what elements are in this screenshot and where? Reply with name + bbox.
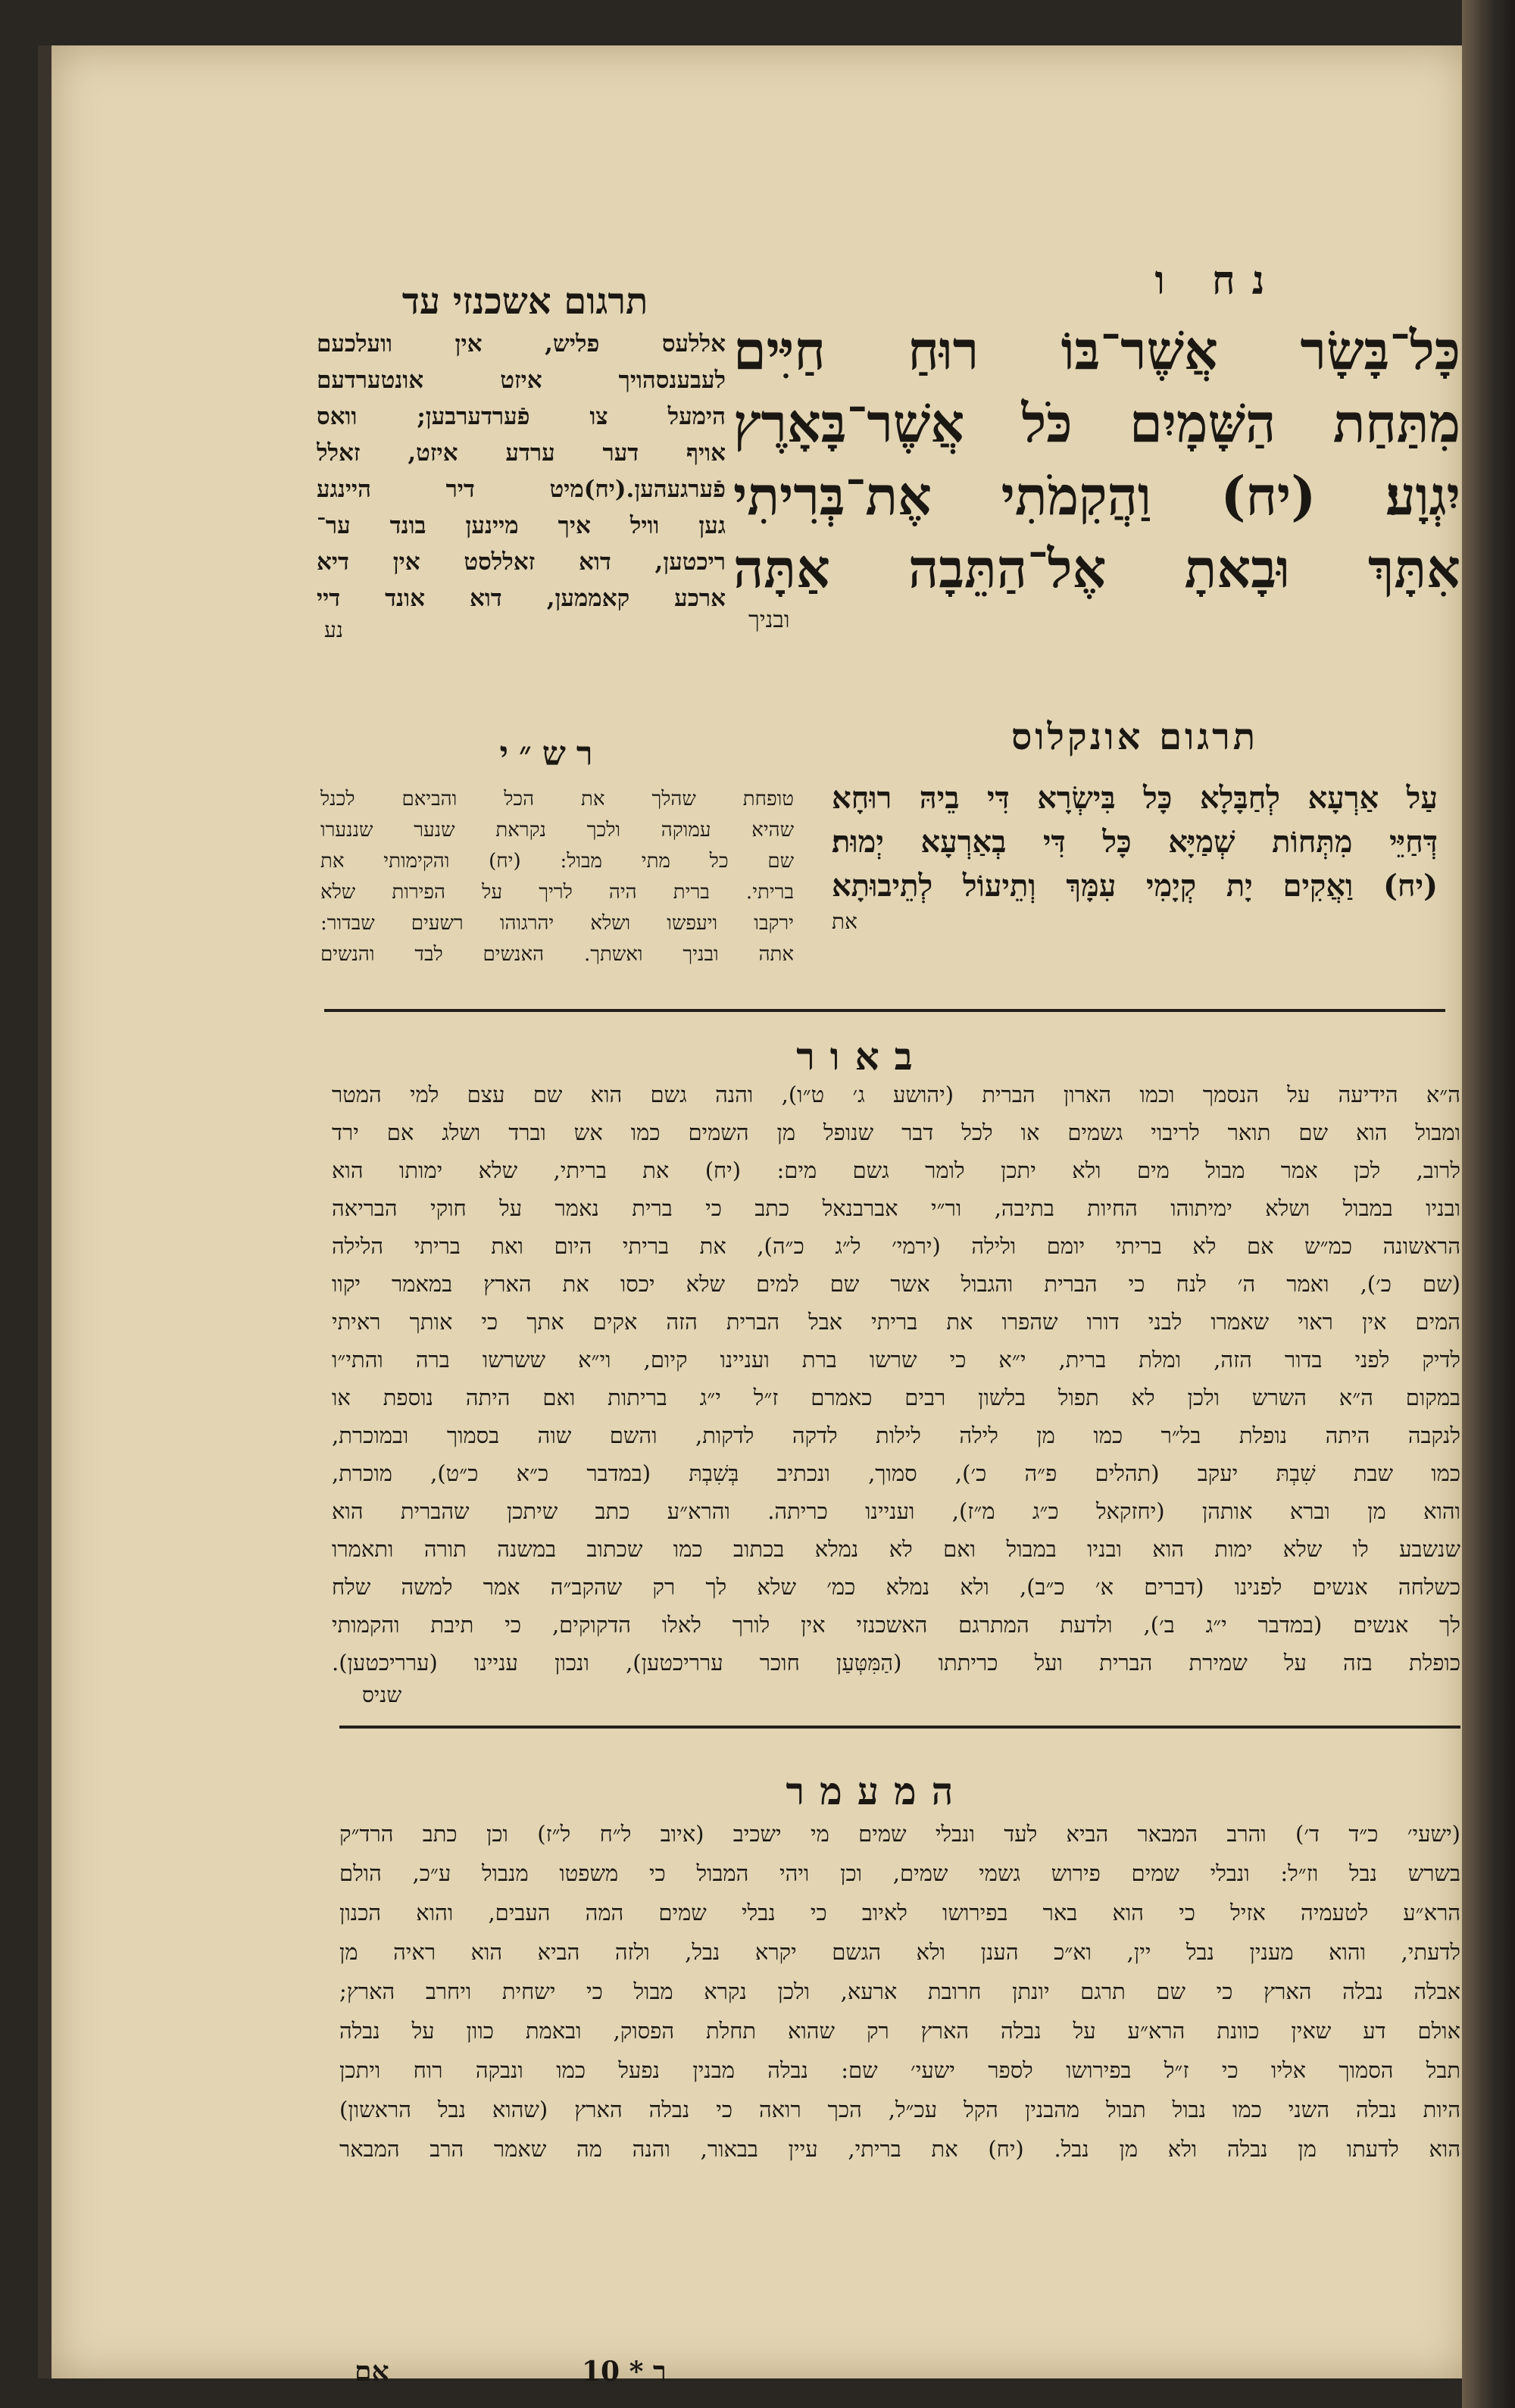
targum-ashkenazi-line: אויף דער ערדע איזט, זאלל [317, 439, 726, 467]
onkelos-line: דְּחַיֵּי מִתְּחוֹת שְׁמַיָּא כָּל דִּי בְאַרְעָא יְמוּת׃ [832, 824, 1438, 860]
rashi-line: טופחת שהלך את הכל והביאם לכנל [320, 788, 794, 810]
biur-line: כופלת בזה על שמירת הברית ועל כריתתו (הַמִּטְּעַן חוכר ערריכטען), ונכון עניינו (ערריכטען). [332, 1650, 1460, 1676]
targum-ashkenazi-catchword: נע [324, 617, 343, 642]
rashi-line: שם כל מתי מבול: (יח) והקימותי את [320, 850, 794, 873]
biur-line: (שם כ׳), ואמר ה׳ לנח כי הברית והגבול אשר שם למים שלא יכסו את הארץ במאמר יקוו [332, 1271, 1460, 1297]
rashi-line: ירקבו ויעפשו ושלא יהרגוהו רשעים שבדור: [320, 912, 794, 935]
targum-ashkenazi-block [317, 326, 726, 644]
biur-line: לנקבה היתה נופלת בל״ר כמו מן לילה לילות לדקה לדקות, והשם שוה בסמוך ובמוכרת, [332, 1423, 1460, 1448]
targum-ashkenazi-line: לעבענסהויך איזט אונטערדעם [317, 367, 726, 394]
biur-line: במקום ה״א השרש ולכן לא תפול בלשון רבים כאמרם ז״ל י״ג בריתות ואם היתה נוספת או [332, 1385, 1460, 1410]
torah-line: אִתָּךְ וּבָאתָ אֶל־הַתֵּבָה אַתָּה [733, 537, 1460, 600]
biur-title: באור [796, 1034, 928, 1079]
meamar-line: אולם דע שאין כוונת הרא״ע על נבלה הארץ רק שהוא תחלת הפסוק, ובאמת כוון על נבלה [339, 2018, 1460, 2044]
section-divider [324, 1009, 1445, 1012]
biur-line: לך אנשים (במדבר י״ג ב׳), ולדעת המתרגם האשכנזי אין לורך לאלו הדקוקים, כי תיבת והקמותי [332, 1612, 1460, 1638]
biur-catchword: שניס [362, 1682, 402, 1707]
meamar-line: הוא לדעתו מן נבלה ולא מן נבל. (יח) את בריתי, עיין בבאור, והנה מה שאמר הרב המבאר [339, 2136, 1460, 2162]
targum-ashkenazi-line: ריכטען, דוא זאללסט אין דיא [317, 548, 726, 576]
biur-line: ובניו במבול ושלא ימיתוהו החיות בתיבה, ור״י אברבנאל כתב כי ברית נאמר על חוקי הבריאה [332, 1195, 1460, 1221]
section-divider [339, 1726, 1460, 1729]
biur-block [332, 1076, 1460, 1709]
meamar-line: הרא״ע לטעמיה אזיל כי הוא באר בפירושו לאיוב כי נבלי שמים המה העבים, והוא הכנון [339, 1900, 1460, 1925]
biur-line: כשלחה אנשים לפנינו (דברים א׳ כ״ב), ולא נמלא כמ׳ שלא לך רק שהקב״ה אמר למשה שלח [332, 1574, 1460, 1600]
meamar-line: תבל הסמוך אליו כי ז״ל בפירושו לספר ישעי׳ שם: נבלה מבנין נפעל כמו ונבקה רוח ויתכן [339, 2057, 1460, 2083]
biur-line: המים אין ראוי שאמרו לבני דורו שהפרו את בריתי אבל הברית הזה אקים אתך כי אותך ראיתי [332, 1309, 1460, 1335]
book-page [38, 45, 1468, 2388]
torah-line: מִתַּחַת הַשָּׁמָיִם כֹּל אֲשֶׁר־בָּאָרֶץ [733, 392, 1460, 454]
targum-ashkenazi-title: תרגום אשכנזי עד [401, 280, 648, 323]
onkelos-title: תרגום אונקלוס [1011, 716, 1259, 758]
onkelos-line: (יח) וַאֲקִים יָת קְיָמִי עִמָּךְ וְתֵיעוֹל לְתֵיבוּתָא [832, 868, 1438, 904]
targum-ashkenazi-line: גען וויל איך מיינען בונד ער־ [317, 512, 726, 539]
torah-catchword: ובניך [748, 607, 790, 633]
meamar-title: המעמר [786, 1769, 969, 1813]
meamar-line: אבלה נבלה הארץ כי שם תרגם יונתן חרובת ארעא, ולכן נקרא מבול כי ישחית ויחרב הארץ; [339, 1979, 1460, 2004]
targum-ashkenazi-line: פֿערגעהען.(יח)מיט דיר היינגע [317, 476, 726, 503]
rashi-line: אתה ובניך ואשתך. האנשים לבד והנשים [320, 943, 794, 966]
biur-line: כמו שבת שִׁבְתּ יעקב (תהלים פ״ה כ׳), סמוך, ונכתיב בְּשִׁבְתּ (במדבר כ״א כ״ט), מוכרת, [332, 1460, 1460, 1486]
onkelos-catchword: את [832, 909, 857, 934]
torah-line: יִגְוָע׃ (יח) וַהֲקִמֹתִי אֶת־בְּרִיתִי [733, 464, 1460, 527]
meamar-line: (ישעי׳ כ״ד ד׳) והרב המבאר הביא לעד ונבלי שמים מי ישכיב (איוב ל״ח ל״ז) וכן כתב הרד״ק [339, 1821, 1460, 1847]
biur-line: לרוב, לכן אמר מבול מים ולא יתכן לומר גשם מים: (יח) את בריתי, שלא ימותו הוא [332, 1157, 1460, 1183]
footer-catchword: אם [355, 2356, 389, 2388]
onkelos-block [832, 776, 1438, 935]
targum-ashkenazi-line: ארכע קאממען, דוא אונד דיי [317, 585, 726, 612]
biur-line: ומבול הוא שם תואר לריבוי גשמים או לכל דבר שנופל מן השמים כמו אש וברד ושלג אם ירד [332, 1120, 1460, 1145]
rashi-line: בריתי. ברית היה לריך על הפירות שלא [320, 881, 794, 904]
targum-ashkenazi-line: אללעס פליש, אין וועלכעם [317, 330, 726, 358]
rashi-block [320, 784, 794, 970]
parasha-header: נח ו [1154, 258, 1282, 304]
torah-line: כָּל־בָּשָׂר אֲשֶׁר־בּוֹ רוּחַ חַיִּים [733, 319, 1460, 382]
onkelos-line: עַל אַרְעָא לְחַבָּלָא כָּל בִּישְׂרָא דִּי בֵיהּ רוּחָא [832, 780, 1438, 816]
targum-ashkenazi-line: הימעל צו פֿערדערבען; וואס [317, 403, 726, 430]
rashi-line: שהיא עמוקה ולכך נקראת שנער שננערו [320, 819, 794, 842]
book-binding-edge [1462, 0, 1515, 2408]
biur-line: שנשבע לו שלא ימות הוא ובניו במבול ואם לא נמלא בכתוב כמו שכתוב במשנה תורה ותאמרו [332, 1536, 1460, 1562]
meamar-line: לדעתי, והוא מענין נבל יין, וא״כ הענן ולא הגשם יקרא נבל, ולזה הביא הוא ראיה מן [339, 1939, 1460, 1965]
torah-text-block [733, 314, 1460, 636]
biur-line: לדיק לפני בדור הזה, ומלת ברית, י״א כי שרשו ברת ועניינו קיום, וי״א ששרשו ברה והתי״ו [332, 1347, 1460, 1373]
biur-line: הראשונה כמ״ש אם לא בריתי יומם ולילה (ירמי׳ ל״ג כ״ה), את בריתי היום ואת בריתי הלילה [332, 1233, 1460, 1259]
biur-line: ה״א הידיעה על הנסמך וכמו הארון הברית (יהושע ג׳ ט״ו), והנה גשם הוא שם עצם למי המטר [332, 1082, 1460, 1107]
biur-line: והוא מן וברא אותהן (יחזקאל כ״ג מ״ז), ועניינו כריתה. והרא״ע כתב שיתכן שהברית הוא [332, 1498, 1460, 1524]
rashi-title: רש״י [499, 735, 604, 773]
meamar-block [339, 1814, 1460, 2169]
signature-mark: ר * 10 [582, 2356, 667, 2388]
meamar-line: בשרש נבל וז״ל: ונבלי שמים פירוש גשמי שמים, וכן ויהי המבול כי משפטו מנבול ע״כ, הולם [339, 1860, 1460, 1886]
meamar-line: היות נבלה השני כמו נבול תבול מהבנין הקל עכ״ל, הכך רואה כי נבלה הארץ (שהוא נבל הראשון) [339, 2097, 1460, 2122]
